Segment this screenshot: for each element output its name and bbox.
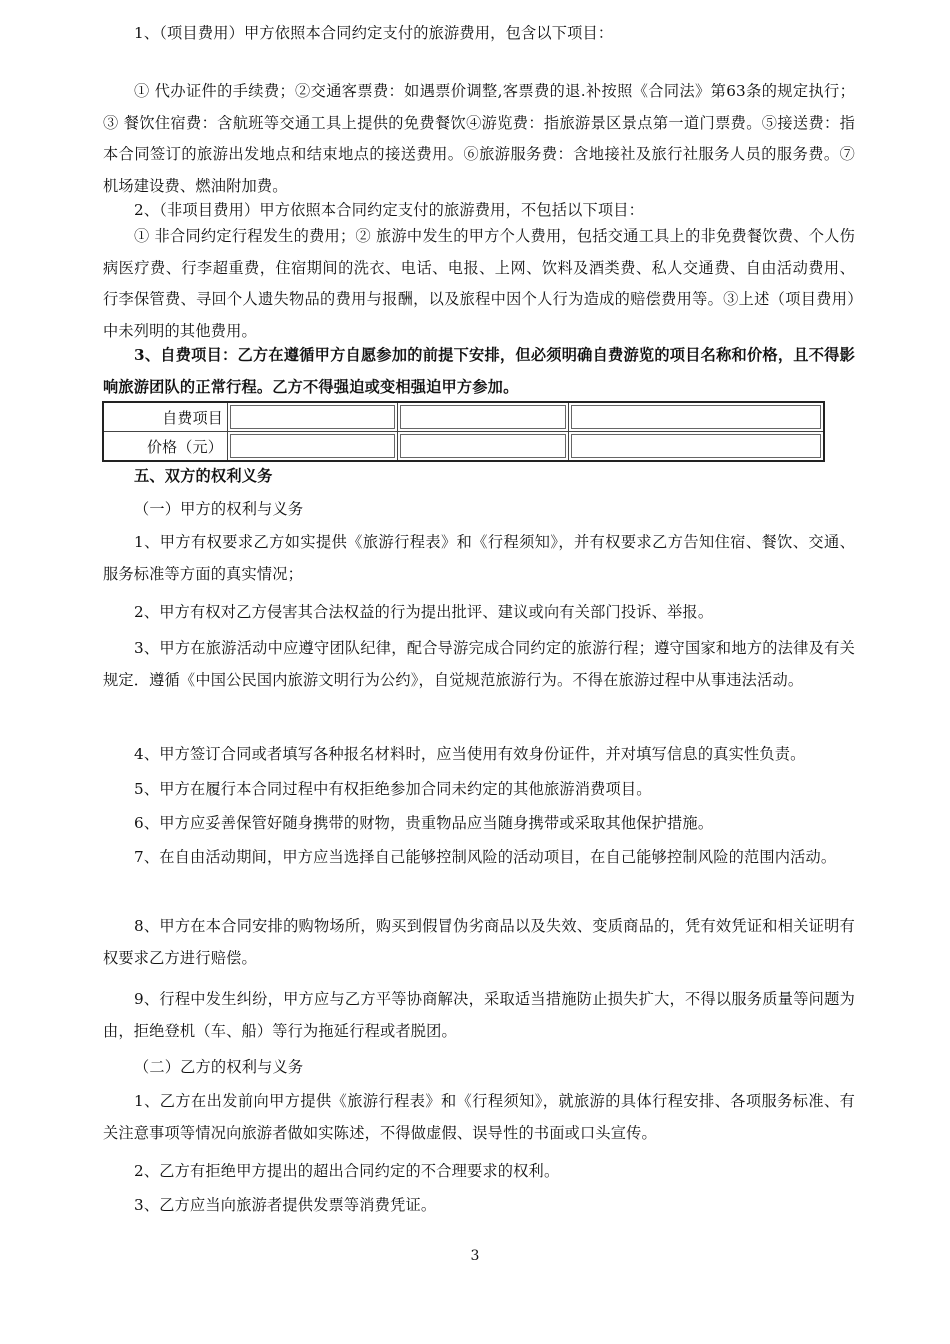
- table-cell: [568, 432, 824, 462]
- fees-optional-text: 3、自费项目：乙方在遵循甲方自愿参加的前提下安排，但必须明确自费游览的项目名称和价格，且不得影响旅游团队的正常行程。乙方不得强迫或变相强迫甲方参加。: [103, 346, 855, 396]
- partB-title: （二）乙方的权利与义务: [134, 1058, 304, 1076]
- fees-included-title: 1、（项目费用）甲方依照本合同约定支付的旅游费用，包含以下项目：: [134, 24, 614, 42]
- table-label-item: 自费项目: [103, 402, 228, 432]
- partA-title: （一）甲方的权利与义务: [134, 500, 304, 518]
- page-number: 3: [470, 1248, 480, 1264]
- partA-item-3: 3、甲方在旅游活动中应遵守团队纪律，配合导游完成合同约定的旅游行程；遵守国家和地方的法律及有关规定．遵循《中国公民国内旅游文明行为公约》，自觉规范旅游行为。不得在旅游过程中从事违法活动。: [103, 639, 855, 689]
- section5-heading: 五、双方的权利义务: [134, 467, 273, 485]
- optional-fee-table: [102, 401, 825, 462]
- partA-item-4: 4、甲方签订合同或者填写各种报名材料时，应当使用有效身份证件，并对填写信息的真实性负责。: [134, 745, 806, 763]
- partB-item-1: 1、乙方在出发前向甲方提供《旅游行程表》和《行程须知》，就旅游的具体行程安排、各项服务标准、有关注意事项等情况向旅游者做如实陈述，不得做虚假、误导性的书面或口头宣传。: [103, 1092, 855, 1142]
- table-row: [103, 432, 824, 462]
- fees-excluded-body: ① 非合同约定行程发生的费用；② 旅游中发生的甲方个人费用，包括交通工具上的非免费餐饮费、个人伤病医疗费、行李超重费，住宿期间的洗衣、电话、电报、上网、饮料及酒类费、私人交通费、自由活动费用、行李保管费、寻回个人遗失物品的费用与报酬，以及旅程中因个人行为造成的赔偿费用等。③上述（项目费用）中未列明的其他费用。: [103, 227, 855, 340]
- table-cell: [228, 402, 398, 432]
- fees-excluded-title: 2、（非项目费用）甲方依照本合同约定支付的旅游费用，不包括以下项目：: [134, 201, 645, 219]
- partA-item-8: 8、甲方在本合同安排的购物场所，购买到假冒伪劣商品以及失效、变质商品的，凭有效凭证和相关证明有权要求乙方进行赔偿。: [103, 917, 855, 967]
- partB-item-2: 2、乙方有拒绝甲方提出的超出合同约定的不合理要求的权利。: [134, 1162, 560, 1180]
- table-cell: [398, 432, 568, 462]
- partA-item-2: 2、甲方有权对乙方侵害其合法权益的行为提出批评、建议或向有关部门投诉、举报。: [134, 603, 714, 621]
- partA-item-6: 6、甲方应妥善保管好随身携带的财物，贵重物品应当随身携带或采取其他保护措施。: [134, 814, 714, 832]
- partA-item-5: 5、甲方在履行本合同过程中有权拒绝参加合同未约定的其他旅游消费项目。: [134, 780, 652, 798]
- table-label-price: 价格（元）: [103, 432, 228, 462]
- partA-item-7: 7、在自由活动期间，甲方应当选择自己能够控制风险的活动项目，在自己能够控制风险的范围内活动。: [134, 848, 837, 866]
- table-cell: [398, 402, 568, 432]
- table-cell: [228, 432, 398, 462]
- partA-item-9: 9、行程中发生纠纷，甲方应与乙方平等协商解决，采取适当措施防止损失扩大，不得以服务质量等问题为由，拒绝登机（车、船）等行为拖延行程或者脱团。: [103, 990, 855, 1040]
- partA-item-1: 1、甲方有权要求乙方如实提供《旅游行程表》和《行程须知》，并有权要求乙方告知住宿、餐饮、交通、服务标准等方面的真实情况；: [103, 533, 855, 583]
- table-row: [103, 402, 824, 432]
- fees-included-body: ① 代办证件的手续费；②交通客票费：如遇票价调整,客票费的退.补按照《合同法》第63条的规定执行；③ 餐饮住宿费：含航班等交通工具上提供的免费餐饮④游览费：指旅游景区景点第一道门票费。⑤接送费：指本合同签订的旅游出发地点和结束地点的接送费用。⑥旅游服务费：含地接社及旅行社服务人员的服务费。⑦机场建设费、燃油附加费。: [103, 82, 855, 195]
- partB-item-3: 3、乙方应当向旅游者提供发票等消费凭证。: [134, 1196, 437, 1214]
- table-cell: [568, 402, 824, 432]
